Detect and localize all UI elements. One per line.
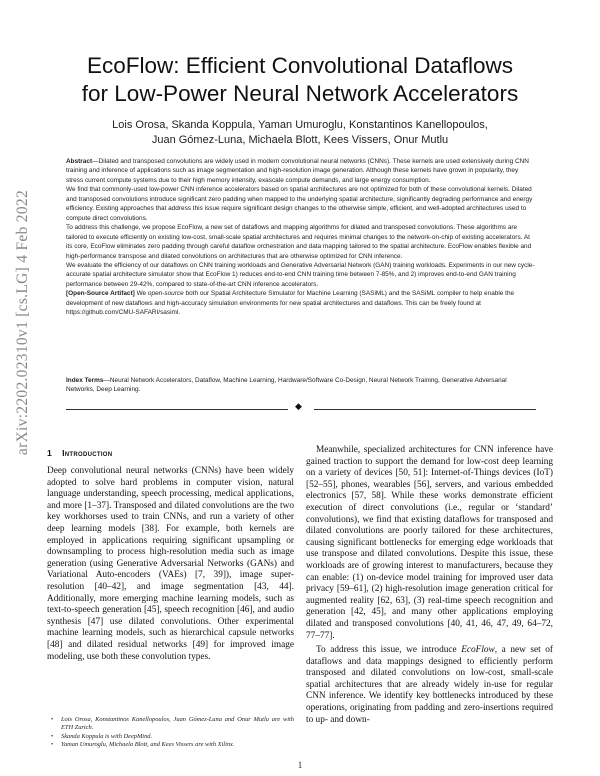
footnotes <box>47 716 294 749</box>
abstract-paragraph-5 <box>66 289 536 317</box>
abstract-label: Abstract <box>66 158 93 165</box>
abstract-paragraph-3: To address this challenge, we propose EcoFlow, a new set of dataflows and mapping algorithms for dilated and transposed convolutions. These algorithms are tailored to execute efficiently on existing low-cost, small-scale spatial architectures and requires minimal changes to the network-on-chip of existing accelerators. At its core, EcoFlow eliminates zero padding through careful dataflow orchestration and data mapping tailored to the spatial architecture. EcoFlow enables flexible and high-performance transpose and dilated convolutions on architectures that are otherwise optimized for CNN inference. <box>66 224 532 260</box>
footnote-item <box>47 733 294 741</box>
intro-p3-italic: EcoFlow <box>461 645 495 656</box>
bullet-icon: • <box>51 740 54 748</box>
intro-paragraph-1: Deep convolutional neural networks (CNNs) have been widely adopted to solve hard problems in computer vision, natural language understanding, speech processing, medical applications, and more [1–37]. Transposed and dilated convolutions are the two key workhorses used to train CNNs, and run a variety of other deep learning models [38]. For example, both kernels are employed in applications requiring significant upsampling or downsampling to process high-resolution media such as image generation (using Generative Adversarial Networks (GANs) and Variational Auto-encoders (VAEs) [7, 39]), image super-resolution [40–42], and image segmentation [43, 44]. Additionally, more emerging machine learning models, such as text-to-speech generation [45], speech recognition [46], and audio synthesis [47] use dilated convolutions. Other experimental machine learning models, such as hierarchical capsule networks [48] and dilated residual networks [49] for improved image modeling, use both these convolution types. <box>47 466 294 662</box>
section-divider <box>66 402 536 415</box>
authors-line-2: Juan Gómez-Luna, Michaela Blott, Kees Vissers, Onur Mutlu <box>151 133 449 146</box>
section-title: Introduction <box>62 448 113 458</box>
abstract-paragraph-4: We evaluate the efficiency of our dataflows on CNN training workloads and Generative Adversarial Network (GAN) training workloads. Experiments in our new cycle-accurate spatial architecture simulator show that EcoFlow 1) reduces end-to-end CNN training time between 7-85%, and 2) improves end-to-end GAN training performance between 29-42%, compared to state-of-the-art CNN inference accelerators. <box>66 261 535 288</box>
left-column <box>47 466 294 663</box>
bullet-icon: • <box>51 732 54 740</box>
footnote-item <box>47 741 294 749</box>
footnote-text-1: Lois Orosa, Konstantinos Kanellopoulos, Juan Gómez-Luna and Onur Mutlu are with ETH Zurich. <box>61 716 294 732</box>
divider-line-right <box>314 409 536 410</box>
page-number: 1 <box>297 760 303 770</box>
author-list <box>60 118 540 147</box>
abstract-p5-pre: We <box>134 290 148 298</box>
index-terms-label: Index Terms <box>66 377 104 384</box>
index-terms-text: —Neural Network Accelerators, Dataflow, Machine Learning, Hardware/Software Co-Design, Neural Network Training, Generative Adversarial Networks, Deep Learning. <box>66 377 507 394</box>
section-heading <box>47 448 112 458</box>
authors-line-1: Lois Orosa, Skanda Koppula, Yaman Umuroglu, Konstantinos Kanellopoulos, <box>112 119 488 131</box>
footnote-text-3: Yaman Umuroglu, Michaela Blott, and Kees Vissers are with Xilinx. <box>61 740 235 748</box>
intro-p3-post: , a new set of dataflows and data mappings designed to efficiently perform transposed and dilated convolutions on low-cost, small-scale spatial architectures that are already widely in-use for regular CNN inference. We identify key bottlenecks introduced by these operations, originating from padding and zero-insertions required to up- and down- <box>306 645 553 725</box>
abstract-p5-post: both our Spatial Architecture Simulator for Machine Learning (SASiML) and the SASiML compiler to help enable the development of new dataflows and high-accuracy simulation environments for new spatial architectures and dataflows. This can be freely found at https://github.com/CMU-SAFARI/sasiml. <box>66 290 515 317</box>
paper-title <box>60 52 540 108</box>
intro-paragraph-3 <box>306 645 553 726</box>
title-line-1: EcoFlow: Efficient Convolutional Dataflows <box>86 53 514 78</box>
abstract-paragraph-2: We find that commonly-used low-power CNN inference accelerators based on spatial architectures are not optimized for both of these convolutional kernels. Dilated and transposed convolutions introduce significant zero padding when mapped to the underlying spatial architecture, significantly degrading performance and energy efficiency. Existing approaches that address this issue require significant design changes to the otherwise simple, efficient, and well-adopted architectures used to compute direct convolutions. <box>66 186 533 222</box>
intro-p3-pre: To address this issue, we introduce <box>316 645 462 656</box>
abstract <box>66 157 536 318</box>
arxiv-identifier: arXiv:2202.02310v1 [cs.LG] 4 Feb 2022 <box>14 190 31 456</box>
section-number: 1 <box>47 448 53 458</box>
footnote-text-2: Skanda Koppula is with DeepMind. <box>61 732 153 740</box>
footnote-item <box>47 716 294 733</box>
abstract-p5-italic: open-source <box>147 290 184 298</box>
index-terms <box>66 376 536 395</box>
open-source-label: [Open-Source Artifact] <box>66 290 135 298</box>
diamond-icon: ◆ <box>295 402 302 412</box>
title-line-2: for Low-Power Neural Network Accelerators <box>81 81 519 106</box>
intro-paragraph-2: Meanwhile, specialized architectures for CNN inference have gained traction to support the demand for low-cost deep learning on a variety of devices [50, 51]: Internet-of-Things devices (IoT) [52–55], phones, wearables [56], servers, and various embedded electronics [57, 58]. While these works demonstrate efficient execution of direct convolutions (i.e., regular or ‘standard’ convolutions), we find that existing dataflows for transposed and dilated convolutions are poorly tailored for these architectures, causing significant bottlenecks for emerging edge workloads that use transpose and dilated convolutions. Despite this issue, these workloads are of growing interest to manufacturers, because they can enable: (1) on-device model training for improved user data privacy [59–61], (2) high-resolution image generation critical for augmented reality [62, 63], (3) real-time speech recognition and generation [42, 45], and many other applications employing dilated and transposed convolutions [40, 41, 46, 47, 49, 64–72, 77–77]. <box>306 445 553 641</box>
abstract-paragraph-1: —Dilated and transposed convolutions are widely used in modern convolutional neural networks (CNNs). These kernels are used extensively during CNN training and inference of applications such as image segmentation and high-resolution image generation. Although these kernels have grown in popularity, they stress current compute systems due to their high memory intensity, exascale compute demands, and large energy consumption. <box>66 158 529 184</box>
divider-line-left <box>66 409 288 410</box>
right-column <box>306 445 553 726</box>
bullet-icon: • <box>51 716 54 723</box>
